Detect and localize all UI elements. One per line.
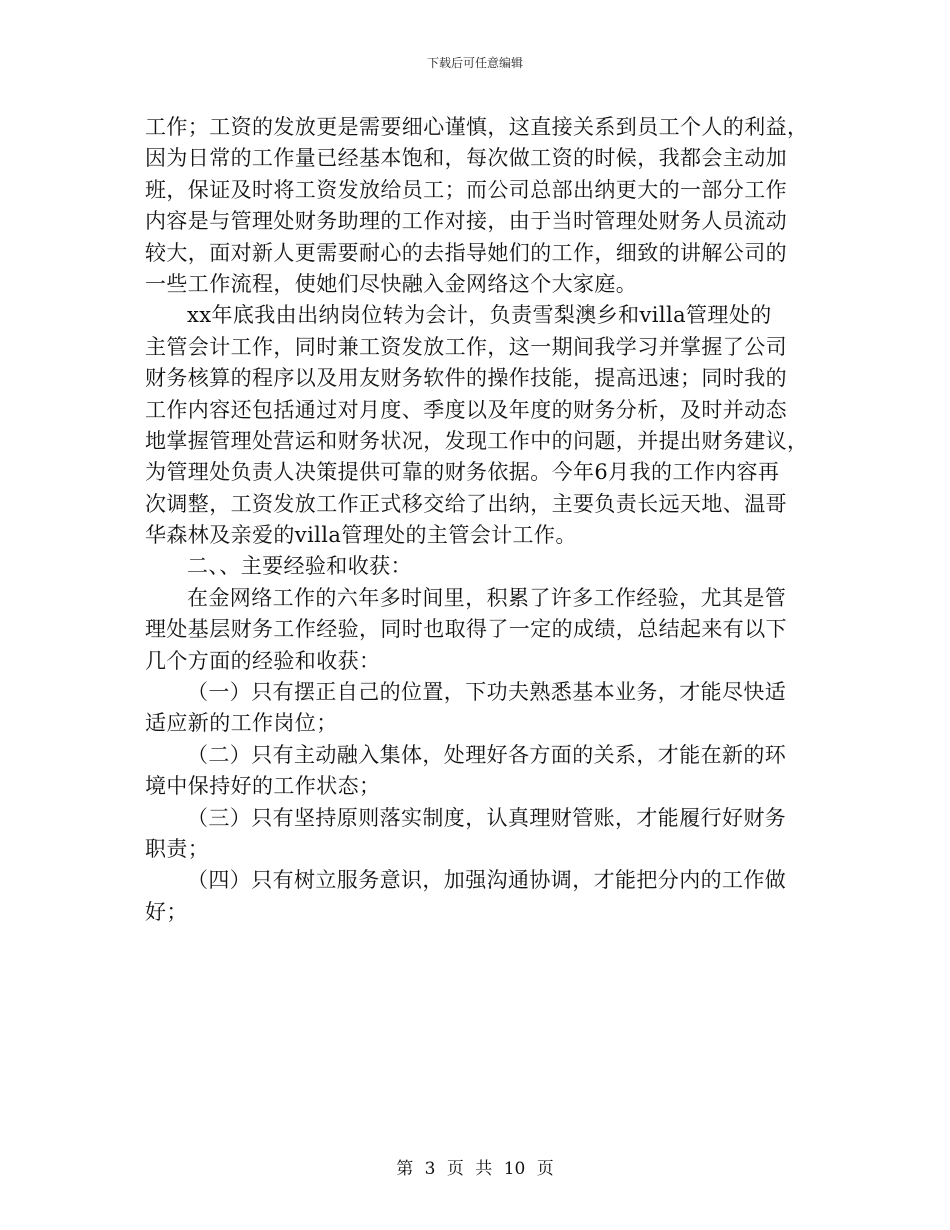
text-line: 几个方面的经验和收获： bbox=[145, 648, 381, 673]
page-footer: 第 3 页 共 10 页 bbox=[396, 1159, 554, 1179]
text-line: 因为日常的工作量已经基本饱和，每次做工资的时候，我都会主动加 bbox=[145, 146, 787, 171]
list-item-line: （二）只有主动融入集体，处理好各方面的关系，才能在新的环 bbox=[187, 742, 787, 767]
text-line: 理处基层财务工作经验，同时也取得了一定的成绩，总结起来有以下 bbox=[145, 617, 787, 642]
text-line: 为管理处负责人决策提供可靠的财务依据。今年6月我的工作内容再 bbox=[145, 460, 780, 485]
paragraph-start-line: 在金网络工作的六年多时间里，积累了许多工作经验，尤其是管 bbox=[187, 585, 787, 610]
body-text bbox=[145, 112, 810, 928]
text-line: 华森林及亲爱的villa管理处的主管会计工作。 bbox=[145, 523, 577, 548]
text-line: 财务核算的程序以及用友财务软件的操作技能，提高迅速；同时我的 bbox=[145, 366, 787, 391]
paragraph-start-line: xx年底我由出纳岗位转为会计，负责雪梨澳乡和villa管理处的 bbox=[187, 303, 772, 328]
list-item-line: （一）只有摆正自己的位置，下功夫熟悉基本业务，才能尽快适 bbox=[187, 680, 787, 705]
text-line: 地掌握管理处营运和财务状况，发现工作中的问题，并提出财务建议， bbox=[145, 428, 809, 453]
section-heading: 二、、主要经验和收获： bbox=[187, 554, 412, 579]
list-item-line: （三）只有坚持原则落实制度，认真理财管账，才能履行好财务 bbox=[187, 805, 787, 830]
text-line: 工作；工资的发放更是需要细心谨慎，这直接关系到员工个人的利益， bbox=[145, 115, 809, 139]
text-line: 较大，面对新人更需要耐心的去指导她们的工作，细致的讲解公司的 bbox=[145, 240, 787, 265]
text-line: 适应新的工作岗位； bbox=[145, 711, 338, 736]
text-line: 职责； bbox=[145, 836, 210, 861]
text-line: 一些工作流程，使她们尽快融入金网络这个大家庭。 bbox=[145, 271, 638, 296]
text-line: 主管会计工作，同时兼工资发放工作，这一期间我学习并掌握了公司 bbox=[145, 334, 787, 359]
page-header: 下载后可任意编辑 bbox=[426, 56, 523, 70]
text-line: 工作内容还包括通过对月度、季度以及年度的财务分析，及时并动态 bbox=[145, 397, 787, 422]
list-item-line: （四）只有树立服务意识，加强沟通协调，才能把分内的工作做 bbox=[187, 868, 787, 893]
text-line: 班，保证及时将工资发放给员工；而公司总部出纳更大的一部分工作 bbox=[145, 177, 787, 202]
text-line: 内容是与管理处财务助理的工作对接，由于当时管理处财务人员流动 bbox=[145, 209, 787, 234]
text-line: 次调整，工资发放工作正式移交给了出纳，主要负责长远天地、温哥 bbox=[145, 491, 787, 516]
text-line: 好； bbox=[145, 899, 188, 924]
text-line: 境中保持好的工作状态； bbox=[145, 774, 381, 799]
